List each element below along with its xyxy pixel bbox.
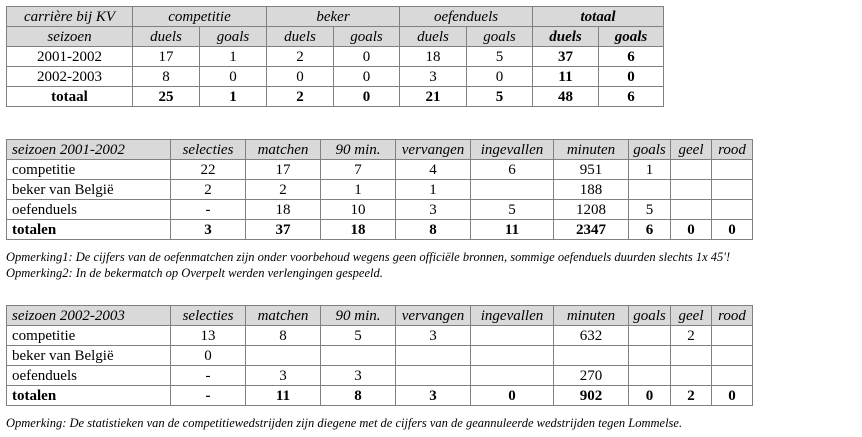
cell: 2 bbox=[246, 180, 321, 200]
sub-header: goals bbox=[467, 27, 533, 47]
total-row bbox=[7, 87, 664, 107]
row-label: competitie bbox=[7, 160, 171, 180]
row-label: beker van België bbox=[7, 180, 171, 200]
cell: 3 bbox=[396, 200, 471, 220]
cell: 5 bbox=[467, 47, 533, 67]
cell: 37 bbox=[533, 47, 599, 67]
column-header: selecties bbox=[171, 140, 246, 160]
cell bbox=[554, 346, 629, 366]
cell bbox=[671, 180, 712, 200]
header-row bbox=[7, 306, 753, 326]
cell bbox=[246, 346, 321, 366]
cell bbox=[629, 346, 671, 366]
season-title: seizoen 2002-2003 bbox=[7, 306, 171, 326]
column-header: rood bbox=[712, 140, 753, 160]
cell: 0 bbox=[629, 386, 671, 406]
column-header: geel bbox=[671, 140, 712, 160]
row-label: beker van België bbox=[7, 346, 171, 366]
cell: 5 bbox=[321, 326, 396, 346]
cell: 13 bbox=[171, 326, 246, 346]
cell: 2 bbox=[267, 47, 334, 67]
cell: 11 bbox=[246, 386, 321, 406]
cell: - bbox=[171, 386, 246, 406]
cell: 5 bbox=[467, 87, 533, 107]
cell: 188 bbox=[554, 180, 629, 200]
note-1: Opmerking1: De cijfers van de oefenmatchen zijn onder voorbehoud wegens geen officiële bronnen, sommige oefenduels duurden slechts 1x 45'! bbox=[6, 250, 731, 264]
cell: 0 bbox=[267, 67, 334, 87]
cell: 270 bbox=[554, 366, 629, 386]
cell: 5 bbox=[471, 200, 554, 220]
cell bbox=[712, 180, 753, 200]
column-header: ingevallen bbox=[471, 306, 554, 326]
cell: 951 bbox=[554, 160, 629, 180]
cell: 48 bbox=[533, 87, 599, 107]
cell: 6 bbox=[471, 160, 554, 180]
cell: 1 bbox=[629, 160, 671, 180]
cell: 11 bbox=[471, 220, 554, 240]
table-row bbox=[7, 200, 753, 220]
cell: 0 bbox=[467, 67, 533, 87]
header-row bbox=[7, 140, 753, 160]
note-2: Opmerking2: In de bekermatch op Overpelt werden verlengingen gespeeld. bbox=[6, 266, 383, 280]
cell: 17 bbox=[246, 160, 321, 180]
cell: 0 bbox=[200, 67, 267, 87]
cell: 7 bbox=[321, 160, 396, 180]
column-header: goals bbox=[629, 306, 671, 326]
column-header: geel bbox=[671, 306, 712, 326]
total-row bbox=[7, 220, 753, 240]
cell bbox=[712, 366, 753, 386]
cell: 25 bbox=[133, 87, 200, 107]
cell bbox=[629, 180, 671, 200]
cell: 4 bbox=[396, 160, 471, 180]
column-header: 90 min. bbox=[321, 140, 396, 160]
table-row bbox=[7, 67, 664, 87]
season-2001-2002-table bbox=[6, 139, 753, 240]
column-header: matchen bbox=[246, 140, 321, 160]
column-header: goals bbox=[629, 140, 671, 160]
cell bbox=[712, 326, 753, 346]
cell bbox=[396, 366, 471, 386]
cell: 0 bbox=[171, 346, 246, 366]
cell: 18 bbox=[400, 47, 467, 67]
cell: 0 bbox=[712, 386, 753, 406]
cell: 2347 bbox=[554, 220, 629, 240]
cell: 902 bbox=[554, 386, 629, 406]
cell bbox=[629, 326, 671, 346]
cell: 6 bbox=[629, 220, 671, 240]
cell: 6 bbox=[599, 47, 664, 67]
group-header-totaal: totaal bbox=[533, 7, 664, 27]
cell: 17 bbox=[133, 47, 200, 67]
table-row bbox=[7, 346, 753, 366]
cell: - bbox=[171, 200, 246, 220]
table-row bbox=[7, 47, 664, 67]
cell: - bbox=[171, 366, 246, 386]
total-row bbox=[7, 386, 753, 406]
cell: 2 bbox=[171, 180, 246, 200]
season-2002-2003-table bbox=[6, 305, 753, 406]
cell: 0 bbox=[334, 87, 400, 107]
cell: 0 bbox=[599, 67, 664, 87]
table-row bbox=[7, 366, 753, 386]
cell bbox=[712, 346, 753, 366]
row-label: competitie bbox=[7, 326, 171, 346]
season-cell: 2001-2002 bbox=[7, 47, 133, 67]
total-label: totaal bbox=[7, 87, 133, 107]
season-cell: 2002-2003 bbox=[7, 67, 133, 87]
sub-header: goals bbox=[599, 27, 664, 47]
cell: 2 bbox=[671, 386, 712, 406]
column-header: matchen bbox=[246, 306, 321, 326]
cell: 1208 bbox=[554, 200, 629, 220]
cell bbox=[629, 366, 671, 386]
table-row bbox=[7, 160, 753, 180]
season-title: seizoen 2001-2002 bbox=[7, 140, 171, 160]
row-label: oefenduels bbox=[7, 200, 171, 220]
group-header-oefenduels: oefenduels bbox=[400, 7, 533, 27]
note-3: Opmerking: De statistieken van de competitiewedstrijden zijn diegene met de cijfers van de geannuleerde wedstrijden tegen Lommelse. bbox=[6, 416, 683, 430]
cell bbox=[671, 160, 712, 180]
cell: 0 bbox=[334, 67, 400, 87]
column-header: ingevallen bbox=[471, 140, 554, 160]
sub-header: duels bbox=[267, 27, 334, 47]
cell bbox=[471, 366, 554, 386]
cell: 18 bbox=[321, 220, 396, 240]
cell: 1 bbox=[396, 180, 471, 200]
table-row bbox=[7, 180, 753, 200]
group-header-competitie: competitie bbox=[133, 7, 267, 27]
sub-header: duels bbox=[400, 27, 467, 47]
sub-header: goals bbox=[334, 27, 400, 47]
cell: 3 bbox=[171, 220, 246, 240]
cell: 0 bbox=[671, 220, 712, 240]
sub-header: duels bbox=[133, 27, 200, 47]
cell: 2 bbox=[267, 87, 334, 107]
group-header-beker: beker bbox=[267, 7, 400, 27]
sub-header: goals bbox=[200, 27, 267, 47]
total-label: totalen bbox=[7, 220, 171, 240]
cell: 0 bbox=[334, 47, 400, 67]
row-label: oefenduels bbox=[7, 366, 171, 386]
cell bbox=[321, 346, 396, 366]
column-header: vervangen bbox=[396, 306, 471, 326]
cell: 1 bbox=[200, 47, 267, 67]
cell: 21 bbox=[400, 87, 467, 107]
cell bbox=[471, 346, 554, 366]
cell: 0 bbox=[712, 220, 753, 240]
career-table bbox=[6, 6, 664, 107]
cell: 11 bbox=[533, 67, 599, 87]
total-label: totalen bbox=[7, 386, 171, 406]
cell: 37 bbox=[246, 220, 321, 240]
cell bbox=[396, 346, 471, 366]
cell: 3 bbox=[246, 366, 321, 386]
column-header: selecties bbox=[171, 306, 246, 326]
cell bbox=[671, 200, 712, 220]
cell: 2 bbox=[671, 326, 712, 346]
cell: 8 bbox=[246, 326, 321, 346]
column-header: minuten bbox=[554, 306, 629, 326]
cell bbox=[671, 366, 712, 386]
cell: 8 bbox=[321, 386, 396, 406]
cell bbox=[712, 160, 753, 180]
table-row bbox=[7, 326, 753, 346]
column-header: vervangen bbox=[396, 140, 471, 160]
cell bbox=[671, 346, 712, 366]
cell: 3 bbox=[396, 386, 471, 406]
column-header: 90 min. bbox=[321, 306, 396, 326]
cell: 0 bbox=[471, 386, 554, 406]
cell bbox=[471, 180, 554, 200]
cell: 3 bbox=[321, 366, 396, 386]
cell: 8 bbox=[133, 67, 200, 87]
cell: 5 bbox=[629, 200, 671, 220]
cell: 3 bbox=[400, 67, 467, 87]
cell: 6 bbox=[599, 87, 664, 107]
column-header: rood bbox=[712, 306, 753, 326]
career-sub-header-row bbox=[7, 27, 664, 47]
cell bbox=[471, 326, 554, 346]
sub-header: duels bbox=[533, 27, 599, 47]
career-title: carrière bij KV bbox=[7, 7, 133, 27]
cell: 8 bbox=[396, 220, 471, 240]
cell: 1 bbox=[200, 87, 267, 107]
cell: 3 bbox=[396, 326, 471, 346]
career-group-header-row bbox=[7, 7, 664, 27]
season-label: seizoen bbox=[7, 27, 133, 47]
cell: 1 bbox=[321, 180, 396, 200]
cell: 18 bbox=[246, 200, 321, 220]
cell: 22 bbox=[171, 160, 246, 180]
cell: 10 bbox=[321, 200, 396, 220]
cell: 632 bbox=[554, 326, 629, 346]
column-header: minuten bbox=[554, 140, 629, 160]
cell bbox=[712, 200, 753, 220]
